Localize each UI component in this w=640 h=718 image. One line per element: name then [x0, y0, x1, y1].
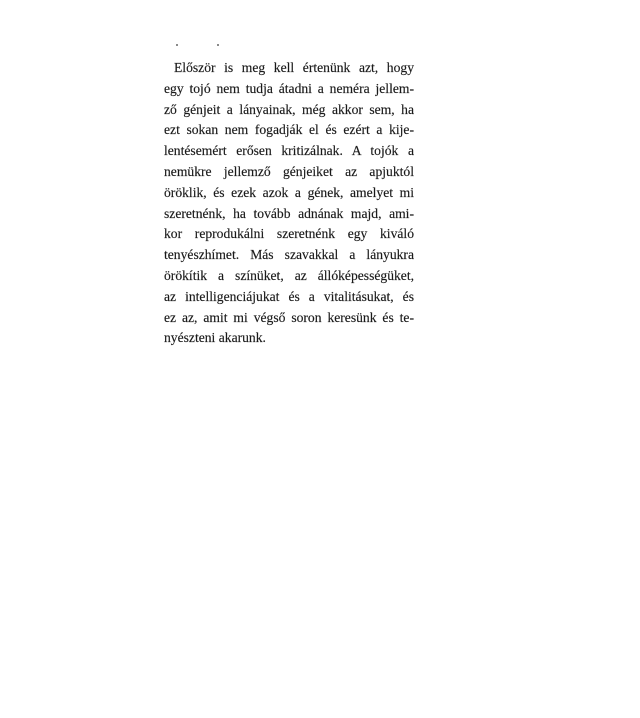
paragraph-line: ző génjeit a lányainak, még akkor sem, ha	[164, 101, 414, 117]
paragraph-line: egy tojó nem tudja átadni a neméra jellem-	[164, 80, 414, 96]
paragraph-line: Először is meg kell értenünk azt, hogy	[174, 60, 414, 75]
paragraph-line: tenyészhímet. Más szavakkal a lányukra	[164, 247, 414, 263]
scan-speck	[217, 44, 219, 46]
body-paragraph	[164, 58, 414, 349]
paragraph-line: kor reprodukálni szeretnénk egy kiváló	[164, 226, 414, 242]
paragraph-line: örökítik a színüket, az állóképességüket,	[164, 267, 414, 283]
paragraph-line: szeretnénk, ha tovább adnának majd, ami-	[164, 205, 414, 221]
paragraph-line: az intelligenciájukat és a vitalitásukat, és	[164, 288, 414, 304]
scan-speck	[176, 44, 178, 46]
paragraph-line: öröklik, és ezek azok a gének, amelyet mi	[164, 184, 414, 200]
paragraph-line: nyészteni akarunk.	[164, 330, 266, 346]
paragraph-line: nemükre jellemző génjeiket az apjuktól	[164, 163, 414, 179]
paragraph-line: lentésemért erősen kritizálnak. A tojók a	[164, 143, 414, 159]
paragraph-line: ez az, amit mi végső soron keresünk és te-	[164, 309, 414, 325]
paragraph-line: ezt sokan nem fogadják el és ezért a kije-	[164, 122, 414, 138]
